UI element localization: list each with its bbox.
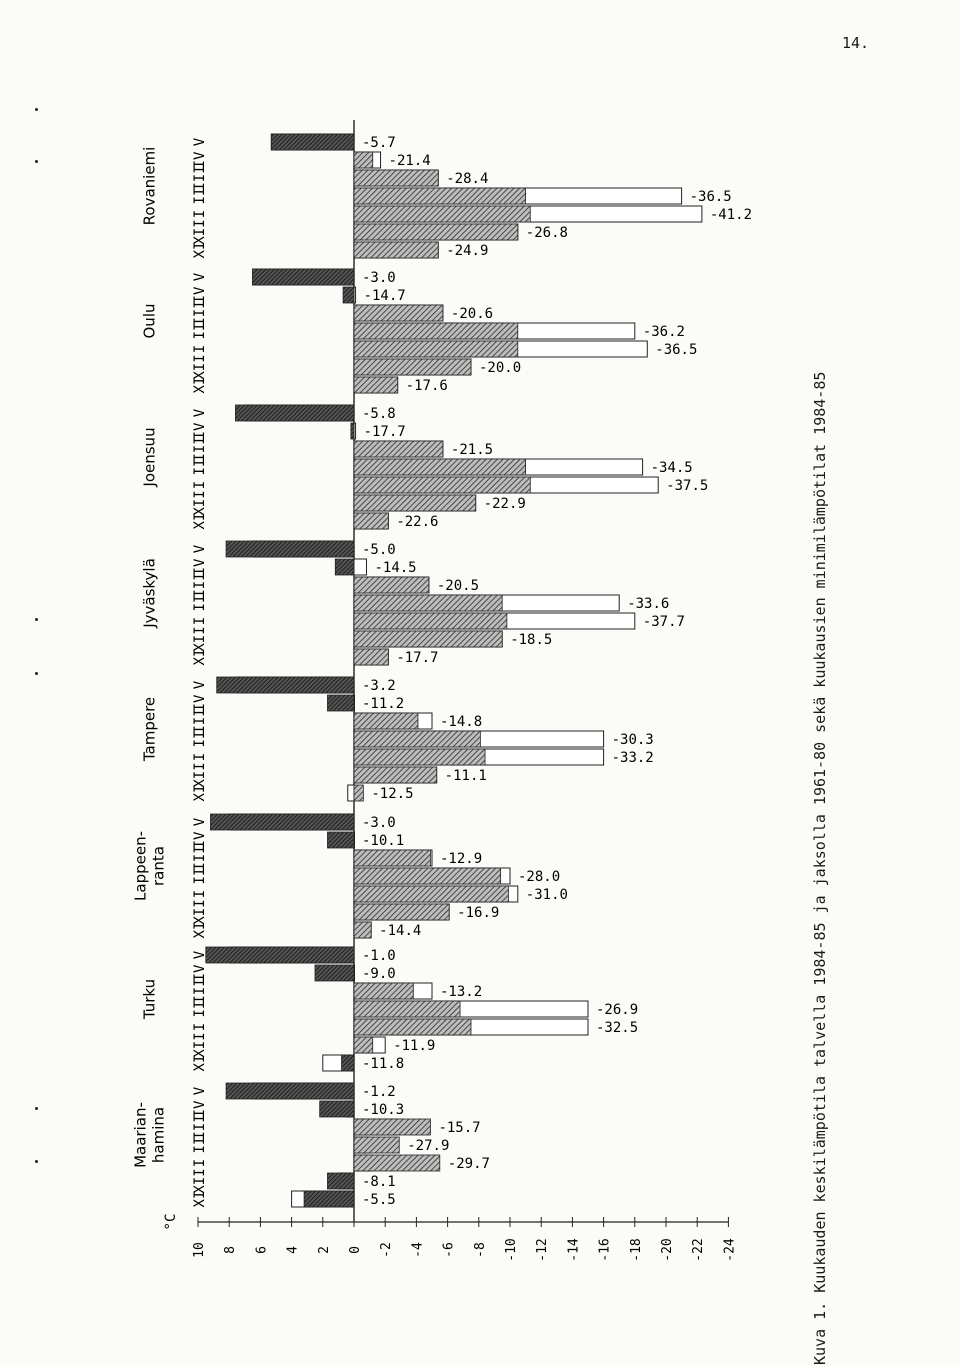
minimum-temperature-label: -14.8 (440, 714, 483, 730)
minimum-temperature-label: -17.7 (363, 424, 406, 440)
month-label: I (192, 1158, 208, 1168)
bar-mean-1984-85 (354, 983, 413, 999)
month-label: XII (192, 354, 208, 380)
bar-mean-1984-85 (327, 832, 354, 848)
minimum-temperature-label: -21.5 (450, 442, 494, 458)
minimum-temperature-label: -12.5 (371, 786, 414, 802)
minimum-temperature-label: -9.0 (362, 966, 396, 982)
minimum-temperature-label: -37.5 (666, 478, 709, 494)
station-name: Turku (140, 978, 159, 1020)
bar-mean-1984-85 (354, 731, 480, 747)
minimum-temperature-label: -31.0 (525, 887, 568, 903)
minimum-temperature-label: -5.0 (362, 542, 396, 558)
axis-tick-label: -16 (597, 1238, 613, 1262)
minimum-temperature-label: -22.6 (396, 514, 439, 530)
month-label: XII (192, 626, 208, 652)
bar-mean-1984-85 (354, 1001, 460, 1017)
month-label: IV (192, 694, 208, 712)
minimum-temperature-label: -3.2 (362, 678, 396, 694)
bar-mean-1984-85 (315, 965, 354, 981)
bar-mean-1984-85 (354, 1119, 430, 1135)
minimum-temperature-label: -36.5 (655, 342, 698, 358)
bar-mean-1961-80 (354, 559, 366, 575)
minimum-temperature-label: -21.4 (388, 153, 431, 169)
bar-mean-1984-85 (354, 441, 443, 457)
month-label: IV (192, 422, 208, 440)
month-label: III (192, 165, 208, 191)
axis-tick-label: -12 (535, 1238, 551, 1262)
minimum-temperature-label: -28.4 (446, 171, 489, 187)
minimum-temperature-label: -11.1 (444, 768, 487, 784)
page-number: 14. (842, 34, 870, 52)
bar-mean-1984-85 (335, 559, 354, 575)
month-label: XI (192, 921, 208, 939)
month-label: I (192, 889, 208, 899)
month-label: XI (192, 784, 208, 802)
bar-mean-1984-85 (354, 595, 502, 611)
bar-mean-1984-85 (342, 1055, 354, 1071)
bar-mean-1984-85 (354, 152, 373, 168)
month-label: XI (192, 512, 208, 530)
bar-mean-1984-85 (304, 1191, 354, 1207)
minimum-temperature-label: -12.9 (440, 851, 483, 867)
bar-mean-1984-85 (235, 405, 354, 421)
month-label: III (192, 978, 208, 1004)
month-label: III (192, 708, 208, 734)
bar-mean-1984-85 (354, 922, 371, 938)
month-label: II (192, 867, 208, 885)
bar-mean-1984-85 (354, 242, 438, 258)
bar-mean-1984-85 (354, 323, 518, 339)
bar-mean-1961-80 (348, 785, 354, 801)
bar-mean-1984-85 (354, 188, 526, 204)
station-name: Maarian- (131, 1102, 150, 1168)
bar-mean-1984-85 (354, 613, 507, 629)
bar-mean-1984-85 (271, 134, 354, 150)
bar-mean-1984-85 (354, 1137, 399, 1153)
bar-mean-1984-85 (354, 767, 437, 783)
axis-tick-label: 10 (192, 1242, 207, 1258)
month-label: XI (192, 1054, 208, 1072)
minimum-temperature-label: -11.9 (393, 1038, 436, 1054)
month-label: I (192, 480, 208, 490)
bar-mean-1984-85 (343, 287, 354, 303)
month-label: XII (192, 219, 208, 245)
station-name: Tampere (140, 696, 159, 762)
month-label: IV (192, 964, 208, 982)
month-label: IV (192, 831, 208, 849)
month-label: V (192, 817, 208, 827)
bar-mean-1984-85 (354, 785, 363, 801)
minimum-temperature-label: -3.0 (362, 815, 396, 831)
month-label: XII (192, 1032, 208, 1058)
minimum-temperature-label: -18.5 (510, 632, 553, 648)
minimum-temperature-label: -13.2 (440, 984, 483, 1000)
minimum-temperature-label: -3.0 (362, 270, 396, 286)
minimum-temperature-label: -26.8 (525, 225, 568, 241)
bar-mean-1984-85 (253, 269, 354, 285)
month-label: V (192, 1086, 208, 1096)
month-label: V (192, 137, 208, 147)
month-label: I (192, 752, 208, 762)
month-label: II (192, 1136, 208, 1154)
minimum-temperature-label: -20.6 (450, 306, 494, 322)
station-name: Joensuu (140, 427, 159, 487)
minimum-temperature-label: -11.8 (362, 1056, 405, 1072)
month-label: IV (192, 558, 208, 576)
bar-layer (206, 134, 702, 1207)
minimum-temperature-label: -16.9 (457, 905, 500, 921)
month-label: IV (192, 1100, 208, 1118)
bar-mean-1984-85 (354, 868, 501, 884)
label-layer (132, 135, 753, 1208)
axis-tick-label: -24 (722, 1238, 738, 1262)
month-label: II (192, 458, 208, 476)
station-name: Jyväskylä (140, 558, 159, 628)
figure-caption: Kuva 1. Kuukauden keskilämpötila talvella 1984-85 ja jaksolla 1961-80 sekä kuukausien minimilämpötilat 1984-85 (811, 371, 829, 1365)
minimum-temperature-label: -14.7 (363, 288, 406, 304)
minimum-temperature-label: -30.3 (611, 732, 654, 748)
axis-tick-label: -8 (472, 1242, 488, 1258)
minimum-temperature-label: -28.0 (518, 869, 561, 885)
bar-mean-1984-85 (354, 170, 438, 186)
bar-mean-1984-85 (354, 749, 485, 765)
month-label: XII (192, 490, 208, 516)
month-label: V (192, 408, 208, 418)
minimum-temperature-label: -17.7 (396, 650, 439, 666)
axis-tick-label: 0 (348, 1246, 363, 1254)
bar-mean-1984-85 (354, 1037, 373, 1053)
bar-mean-1984-85 (354, 495, 476, 511)
minimum-temperature-label: -17.6 (405, 378, 448, 394)
bar-mean-1984-85 (354, 341, 518, 357)
bar-mean-1984-85 (354, 577, 429, 593)
minimum-temperature-label: -26.9 (596, 1002, 639, 1018)
month-label: II (192, 730, 208, 748)
bar-mean-1984-85 (354, 359, 471, 375)
month-label: III (192, 572, 208, 598)
axis-tick-label: -6 (441, 1242, 457, 1258)
month-label: II (192, 594, 208, 612)
minimum-temperature-label: -10.1 (362, 833, 405, 849)
station-name: Oulu (140, 303, 159, 339)
month-label: I (192, 344, 208, 354)
bar-mean-1984-85 (354, 850, 430, 866)
minimum-temperature-label: -33.2 (611, 750, 654, 766)
axis-tick-label: -2 (379, 1242, 395, 1258)
month-label: II (192, 187, 208, 205)
month-label: V (192, 680, 208, 690)
minimum-temperature-label: -37.7 (642, 614, 685, 630)
bar-mean-1984-85 (354, 649, 388, 665)
minimum-temperature-label: -41.2 (709, 207, 753, 223)
bar-mean-1984-85 (354, 477, 530, 493)
bar-mean-1984-85 (226, 541, 354, 557)
station-name: Lappeen- (131, 831, 150, 901)
axis-tick-label: -10 (504, 1238, 519, 1262)
axis-tick-label: -22 (691, 1238, 707, 1262)
bar-mean-1984-85 (354, 886, 508, 902)
month-label: XI (192, 648, 208, 666)
bar-mean-1984-85 (217, 677, 354, 693)
bar-mean-1984-85 (354, 206, 530, 222)
bar-mean-1984-85 (327, 1173, 354, 1189)
minimum-temperature-label: -5.5 (362, 1192, 396, 1208)
month-label: V (192, 544, 208, 554)
minimum-temperature-label: -5.8 (362, 406, 396, 422)
bar-mean-1984-85 (354, 377, 398, 393)
minimum-temperature-label: -34.5 (650, 460, 693, 476)
month-label: II (192, 1000, 208, 1018)
month-label: III (192, 300, 208, 326)
minimum-temperature-label: -27.9 (407, 1138, 450, 1154)
minimum-temperature-label: -20.0 (479, 360, 522, 376)
minimum-temperature-label: -24.9 (446, 243, 489, 259)
minimum-temperature-label: -29.7 (447, 1156, 490, 1172)
station-name: ranta (149, 846, 168, 886)
month-label: IV (192, 151, 208, 169)
minimum-temperature-label: -14.5 (374, 560, 417, 576)
station-name: Rovaniemi (140, 146, 159, 226)
axis-tick-label: -18 (628, 1238, 644, 1262)
axis-tick-label: -14 (566, 1238, 582, 1262)
month-label: I (192, 616, 208, 626)
month-label: II (192, 322, 208, 340)
month-label: V (192, 950, 208, 960)
minimum-temperature-label: -8.1 (362, 1174, 396, 1190)
minimum-temperature-label: -33.6 (627, 596, 670, 612)
month-label: III (192, 436, 208, 462)
bar-mean-1984-85 (354, 459, 526, 475)
month-label: I (192, 209, 208, 219)
minimum-temperature-label: -36.2 (642, 324, 685, 340)
caption-container (800, 145, 840, 1365)
bar-mean-1984-85 (354, 904, 449, 920)
minimum-temperature-label: -36.5 (689, 189, 732, 205)
bar-mean-1984-85 (354, 1155, 440, 1171)
axis-tick-label: -20 (660, 1238, 675, 1262)
month-label: XI (192, 241, 208, 259)
month-label: XI (192, 1190, 208, 1208)
minimum-temperature-label: -1.2 (362, 1084, 396, 1100)
bar-mean-1984-85 (354, 513, 388, 529)
month-label: XII (192, 762, 208, 788)
month-label: XI (192, 376, 208, 394)
axis-tick-label: -4 (410, 1242, 426, 1258)
minimum-temperature-label: -22.9 (483, 496, 526, 512)
bar-mean-1984-85 (354, 305, 443, 321)
minimum-temperature-label: -10.3 (362, 1102, 405, 1118)
bar-mean-1984-85 (354, 1019, 471, 1035)
month-label: III (192, 845, 208, 871)
bar-mean-1984-85 (354, 224, 518, 240)
minimum-temperature-label: -14.4 (379, 923, 422, 939)
axis-tick-label: 8 (223, 1246, 239, 1254)
axis-tick-label: 4 (285, 1246, 301, 1254)
bar-mean-1984-85 (327, 695, 354, 711)
month-label: IV (192, 286, 208, 304)
bar-mean-1984-85 (226, 1083, 354, 1099)
bar-mean-1984-85 (354, 713, 418, 729)
minimum-temperature-label: -32.5 (596, 1020, 639, 1036)
bar-mean-1984-85 (354, 631, 502, 647)
axis-tick-label: 6 (254, 1246, 270, 1254)
axis-unit-label: °C (163, 1213, 179, 1231)
month-label: XII (192, 899, 208, 925)
month-label: I (192, 1022, 208, 1032)
month-label: V (192, 272, 208, 282)
month-label: XII (192, 1168, 208, 1194)
axis-tick-label: 2 (316, 1246, 332, 1254)
bar-mean-1984-85 (351, 423, 354, 439)
station-name: hamina (149, 1106, 168, 1164)
bar-mean-1984-85 (206, 947, 354, 963)
bar-mean-1984-85 (210, 814, 354, 830)
month-label: III (192, 1114, 208, 1140)
minimum-temperature-label: -1.0 (362, 948, 396, 964)
bar-mean-1984-85 (320, 1101, 354, 1117)
minimum-temperature-label: -11.2 (362, 696, 405, 712)
minimum-temperature-label: -20.5 (436, 578, 480, 594)
minimum-temperature-label: -15.7 (438, 1120, 481, 1136)
minimum-temperature-label: -5.7 (362, 135, 396, 151)
